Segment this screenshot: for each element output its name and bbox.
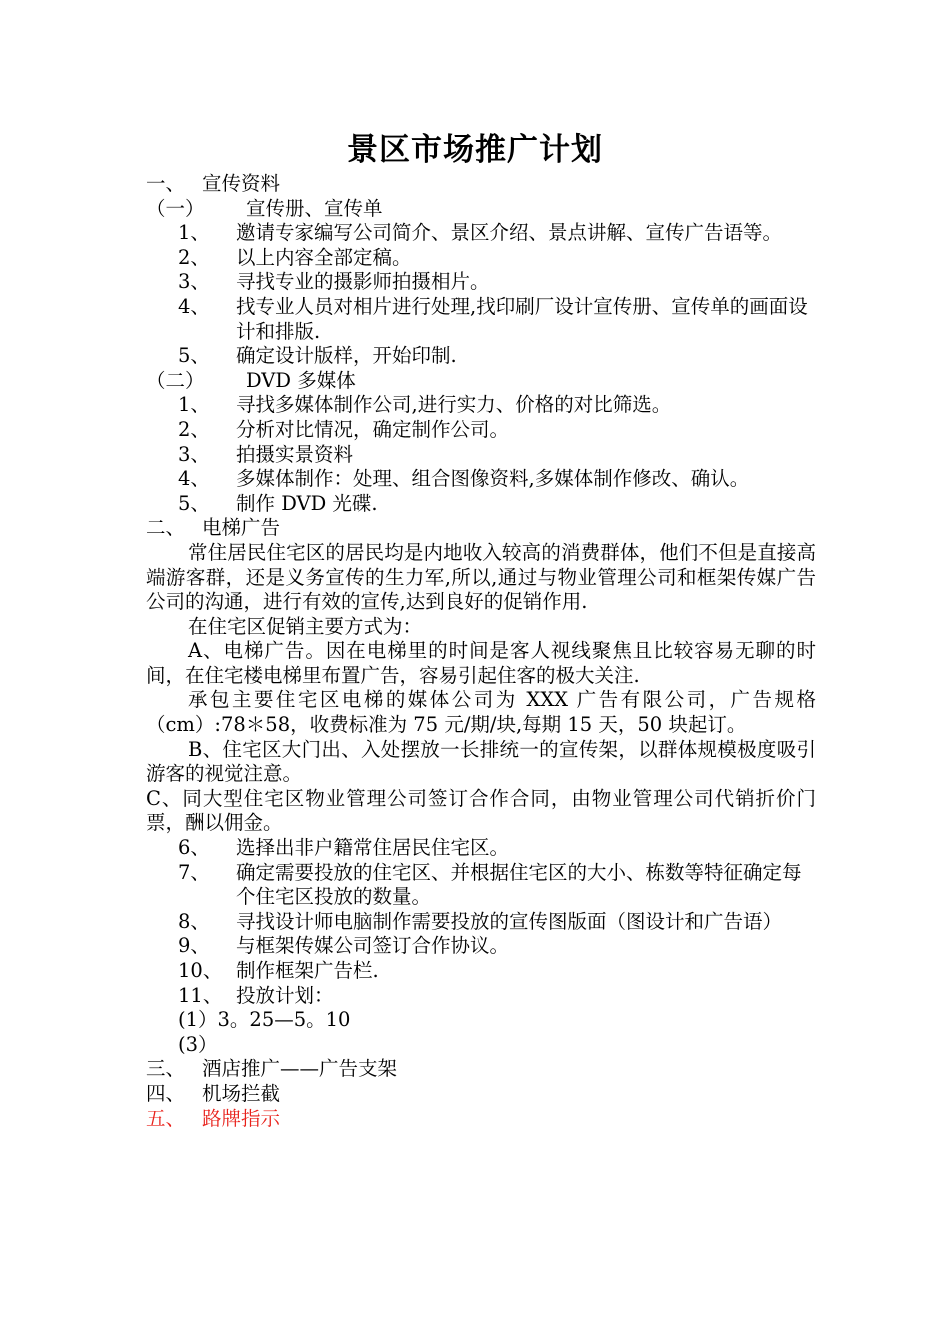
section-number: 三、 — [146, 1057, 186, 1081]
list-item: 9、 与框架传媒公司签订合作协议。 — [178, 934, 510, 958]
list-item: 3、 寻找专业的摄影师拍摄相片。 — [178, 270, 490, 294]
list-item: 7、 确定需要投放的住宅区、并根据住宅区的大小、栋数等特征确定每个住宅区投放的数量。 — [178, 860, 802, 909]
section-heading-highlighted — [146, 1107, 816, 1132]
paragraph: 在住宅区促销主要方式为： — [188, 614, 423, 638]
list-item: 4、 找专业人员对相片进行处理,找印刷厂设计宣传册、宣传单的画面设计和排版. — [178, 294, 808, 343]
list-item: 2、 分析对比情况，确定制作公司。 — [178, 417, 510, 441]
section-title: 路牌指示 — [202, 1106, 281, 1130]
list-item: 11、 投放计划： — [178, 983, 334, 1007]
subsection-heading — [146, 197, 816, 222]
section-heading — [146, 172, 816, 197]
paragraph: 常住居民住宅区的居民均是内地收入较高的消费群体，他们不但是直接高端游客群，还是义务宣传的生力军,所以,通过与物业管理公司和框架传媒广告公司的沟通，进行有效的宣传,达到良好的促销作用. — [146, 540, 816, 614]
list-item: 1、 寻找多媒体制作公司,进行实力、价格的对比筛选。 — [178, 393, 672, 417]
section-title: 宣传资料 — [202, 172, 281, 195]
section-heading — [146, 516, 816, 541]
list-item: 10、 制作框架广告栏. — [178, 959, 379, 982]
section-number: 四、 — [146, 1081, 186, 1105]
paragraph: A、电梯广告。因在电梯里的时间是客人视线聚焦且比较容易无聊的时间，在住宅楼电梯里布置广告，容易引起住客的极大关注. — [146, 639, 816, 687]
subsection-title: 宣传册、宣传单 — [246, 196, 383, 220]
list-item: 2、 以上内容全部定稿。 — [178, 245, 412, 269]
list-item: 8、 寻找设计师电脑制作需要投放的宣传图版面（图设计和广告语） — [178, 909, 783, 933]
list-item: 3、 拍摄实景资料 — [178, 442, 354, 466]
list-item: 4、 多媒体制作：处理、组合图像资料,多媒体制作修改、确认。 — [178, 467, 750, 491]
list-item: 1、 邀请专家编写公司简介、景区介绍、景点讲解、宣传广告语等。 — [178, 221, 783, 245]
section-title: 电梯广告 — [202, 516, 281, 540]
section-title: 酒店推广——广告支架 — [202, 1057, 398, 1081]
paragraph: 承包主要住宅区电梯的媒体公司为 XXX 广告有限公司，广告规格（cm）:78＊58，收费标准为 75 元/期/块,每期 15 天，50 块起订。 — [146, 688, 816, 737]
section-number: 五、 — [146, 1106, 186, 1130]
section-title: 机场拦截 — [202, 1081, 281, 1105]
subsection-number: （二） — [146, 368, 205, 392]
subsection-heading — [146, 369, 816, 394]
page-title: 景区市场推广计划 — [347, 132, 603, 168]
schedule-line: (1）3。25—5。10 — [178, 1008, 351, 1032]
list-item: 5、 制作 DVD 光碟. — [178, 491, 378, 515]
subsection-title: DVD 多媒体 — [246, 368, 356, 392]
document-body — [146, 172, 816, 1131]
section-number: 二、 — [146, 516, 186, 540]
section-heading — [146, 1057, 816, 1082]
schedule-line: (3） — [178, 1032, 218, 1056]
subsection-number: （一） — [146, 196, 205, 220]
paragraph: B、住宅区大门出、入处摆放一长排统一的宣传架，以群体规模极度吸引游客的视觉注意。 — [146, 737, 816, 786]
section-number: 一、 — [146, 172, 186, 195]
list-item: 6、 选择出非户籍常住居民住宅区。 — [178, 836, 510, 860]
paragraph: C、同大型住宅区物业管理公司签订合作合同，由物业管理公司代销折价门票，酬以佣金。 — [146, 786, 816, 835]
list-item: 5、 确定设计版样，开始印制. — [178, 344, 457, 368]
section-heading — [146, 1082, 816, 1107]
